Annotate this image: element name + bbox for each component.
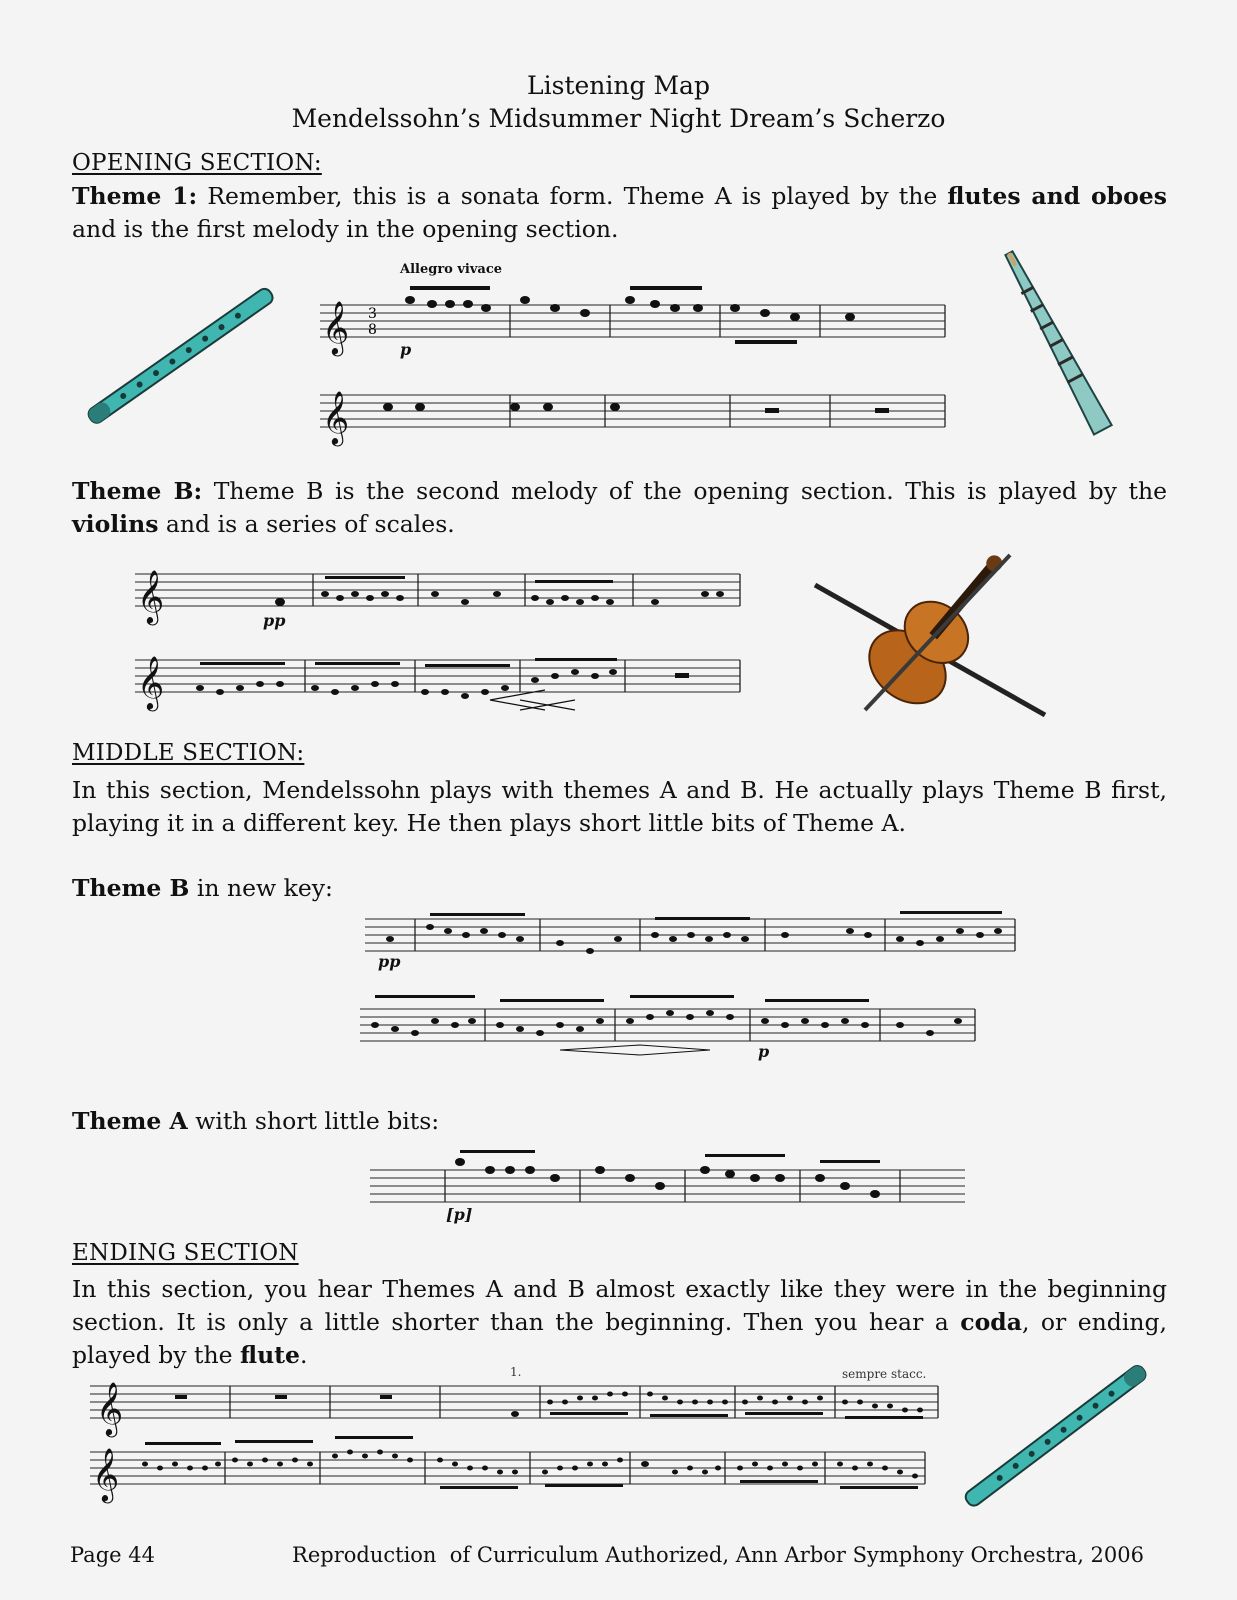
time-signature: 8	[368, 322, 377, 338]
ending-section-heading: ENDING SECTION	[72, 1240, 299, 1266]
tempo-marking: Allegro vivace	[400, 262, 503, 277]
theme1-text-a: Remember, this is a sonata form. Theme A is played by the	[197, 182, 948, 210]
theme-a-bits-score	[370, 1140, 970, 1225]
ending-text-b: , or ending, played by the	[72, 1308, 1167, 1369]
treble-clef-icon: 𝄞	[322, 390, 350, 444]
theme-a-label-bold: Theme A	[72, 1107, 188, 1135]
theme-b-label: Theme B:	[72, 477, 203, 505]
footer-credit: Reproduction of Curriculum Authorized, Ann Arbor Symphony Orchestra, 2006	[292, 1543, 1144, 1567]
page-number: Page 44	[70, 1543, 155, 1567]
dynamic-marking: p	[758, 1042, 770, 1061]
treble-clef-icon: 𝄞	[137, 655, 165, 709]
ending-bold-flute: flute	[240, 1341, 300, 1369]
theme-b-label-bold: Theme B	[72, 874, 190, 902]
theme1-text-b: and is the first melody in the opening section.	[72, 215, 619, 243]
theme1-paragraph	[72, 180, 1167, 246]
dynamic-marking: [p]	[446, 1205, 473, 1224]
staff-line	[320, 395, 945, 427]
theme-b-new-key-score	[360, 905, 1025, 1070]
theme1-bold: flutes and oboes	[947, 182, 1167, 210]
coda-score	[90, 1360, 950, 1500]
note-group	[275, 576, 724, 606]
theme-b-text-a: Theme B is the second melody of the opening section. This is played by the	[202, 477, 1167, 505]
sempre-stacc-marking: sempre stacc.	[842, 1367, 927, 1381]
treble-clef-icon: 𝄞	[322, 300, 350, 354]
dynamic-marking: pp	[378, 952, 401, 971]
theme-a-label-text: with short little bits:	[187, 1107, 440, 1135]
theme-b-score	[135, 560, 745, 720]
theme-b-text-b: and is a series of scales.	[158, 510, 455, 538]
dynamic-marking: p	[400, 340, 412, 359]
flute-icon-bottom	[955, 1360, 1155, 1510]
middle-theme-b-label	[72, 874, 333, 902]
middle-section-heading: MIDDLE SECTION:	[72, 740, 305, 766]
time-signature: 3	[368, 306, 377, 322]
note-group	[405, 286, 855, 344]
ending-text-a: In this section, you hear Themes A and B almost exactly like they were in the beginning section. It is only a little shorter than the beginning. Then you hear a	[72, 1275, 1167, 1336]
page-title: Listening Map	[527, 71, 710, 100]
treble-clef-icon: 𝄞	[137, 569, 165, 623]
ending-text-c: .	[300, 1341, 308, 1369]
page-subtitle: Mendelssohn’s Midsummer Night Dream’s Scherzo	[291, 104, 946, 133]
treble-clef-icon: 𝄞	[96, 1381, 124, 1435]
staff-line	[320, 305, 945, 337]
theme-b-label-text: in new key:	[189, 874, 333, 902]
violin-icon	[810, 550, 1050, 725]
dynamic-marking: pp	[263, 611, 286, 630]
oboe-icon	[1000, 240, 1120, 450]
note-group	[455, 1150, 880, 1198]
theme1-label: Theme 1:	[72, 182, 198, 210]
ending-bold-coda: coda	[960, 1308, 1022, 1336]
ending-paragraph	[72, 1273, 1167, 1372]
treble-clef-icon: 𝄞	[92, 1447, 120, 1501]
middle-paragraph: In this section, Mendelssohn plays with themes A and B. He actually plays Theme B first, playing it in a different key. He then plays short little bits of Theme A.	[72, 776, 1167, 837]
theme-b-paragraph	[72, 475, 1167, 541]
theme-b-bold: violins	[72, 510, 159, 538]
theme-a-score	[320, 260, 950, 444]
note-group	[386, 911, 1002, 954]
volta-marking: 1.	[510, 1365, 522, 1379]
staff-line	[135, 574, 740, 606]
note-group	[175, 1392, 923, 1420]
middle-theme-a-label	[72, 1107, 439, 1135]
flute-icon	[70, 270, 290, 440]
opening-section-heading: OPENING SECTION:	[72, 150, 322, 176]
